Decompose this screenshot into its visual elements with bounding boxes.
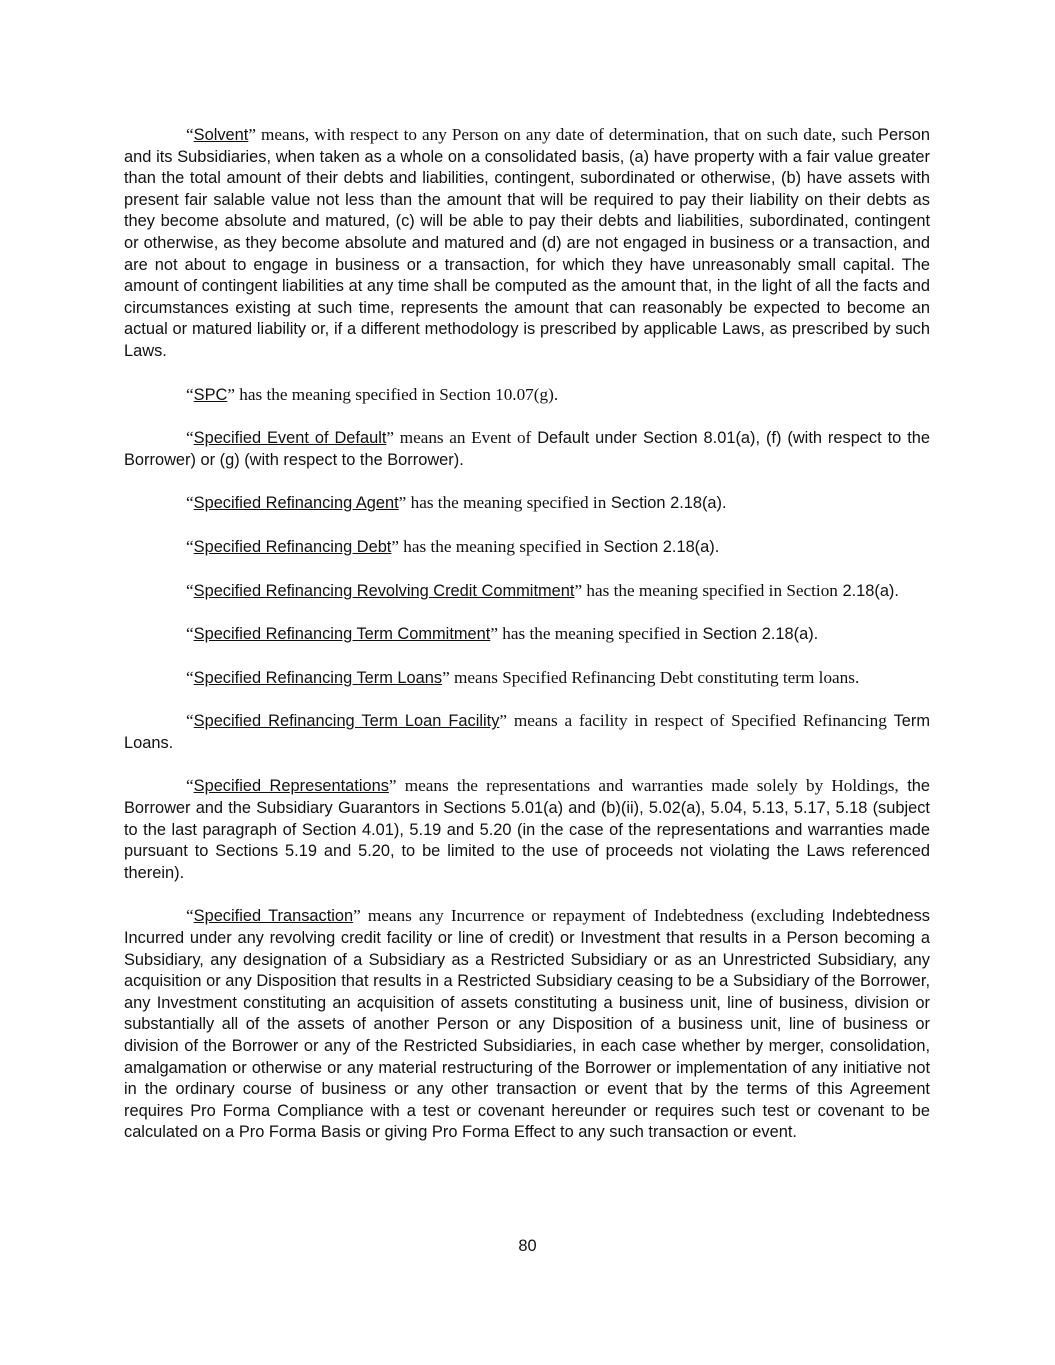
definition-lead: ” has the meaning specified in <box>490 624 698 644</box>
open-quote: “ <box>186 493 194 513</box>
definition-lead: ” means Specified Refinancing Debt constituting term loans. <box>442 667 860 687</box>
open-quote: “ <box>186 667 194 687</box>
open-quote: “ <box>186 580 194 600</box>
definition-text: Section 2.18(a). <box>697 625 819 644</box>
definition-text: Section 2.18(a). <box>606 494 727 513</box>
definition-specified-event-of-default <box>124 427 930 471</box>
definition-spc <box>124 384 930 407</box>
definition-specified-refinancing-term-commitment <box>124 623 930 646</box>
definition-specified-representations <box>124 775 930 884</box>
definition-specified-refinancing-term-loan-facility <box>124 710 930 754</box>
defined-term: Specified Transaction <box>193 907 354 926</box>
open-quote: “ <box>186 776 194 796</box>
defined-term: Specified Refinancing Term Commitment <box>193 625 491 644</box>
definition-text: the Borrower and the Subsidiary Guarantors in Sections 5.01(a) and (b)(ii), 5.02(a), 5.04, 5.13, 5.17, 5.18 (subject to the last paragraph of Section 4.01), 5.19 and 5.20 (in the case of the representations and warranties made pursuant to Sections 5.19 and 5.20, to be limited to the use of proceeds not violating the Laws referenced therein). <box>124 777 931 882</box>
document-page <box>124 124 930 1165</box>
open-quote: “ <box>186 428 194 448</box>
definition-specified-refinancing-debt <box>124 536 930 559</box>
definition-lead: ” has the meaning specified in Section <box>574 580 838 600</box>
open-quote: “ <box>186 125 194 144</box>
page-number: 80 <box>518 1237 537 1255</box>
definition-solvent <box>124 124 930 363</box>
definition-text: 2.18(a). <box>837 581 899 600</box>
definition-lead: ” means any Incurrence or repayment of Indebtedness (excluding <box>353 906 825 926</box>
defined-term: Specified Refinancing Term Loan Facility <box>193 712 500 731</box>
defined-term: Specified Refinancing Revolving Credit Commitment <box>193 581 575 600</box>
definition-specified-refinancing-term-loans <box>124 667 930 690</box>
defined-term: Specified Refinancing Term Loans <box>193 668 443 687</box>
definition-text: Indebtedness Incurred under any revolving credit facility or line of credit) or Investment that results in a Person becoming a Subsidiary, any designation of a Subsidiary as a Restricted Subsidiary or as an Unrestricted Subsidiary, any acquisition or any Disposition that results in a Restricted Subsidiary ceasing to be a Subsidiary of the Borrower, any Investment constituting an acquisition of assets constituting a business unit, line of business, division or substantially all of the assets of another Person or any Disposition of a business unit, line of business or division of the Borrower or any of the Restricted Subsidiaries, in each case whether by merger, consolidation, amalgamation or otherwise or any material restructuring of the Borrower or implementation of any initiative not in the ordinary course of business or any other transaction or event that by the terms of this Agreement requires Pro Forma Compliance with a test or covenant hereunder or requires such test or covenant to be calculated on a Pro Forma Basis or giving Pro Forma Effect to any such transaction or event. <box>124 907 930 1142</box>
definition-specified-refinancing-agent <box>124 492 930 515</box>
open-quote: “ <box>186 624 194 644</box>
definition-text: Section 2.18(a). <box>599 537 720 556</box>
defined-term: Specified Event of Default <box>193 429 387 448</box>
definition-text: Term Loans. <box>124 712 930 752</box>
definition-text: Default under Section 8.01(a), (f) (with respect to the Borrower) or (g) (with respect to the Borrower). <box>124 429 930 469</box>
definition-lead: ” has the meaning specified in <box>398 493 607 513</box>
defined-term: Specified Representations <box>193 777 389 796</box>
definition-lead: ” means an Event of <box>386 428 532 448</box>
defined-term: Solvent <box>193 126 249 144</box>
definition-lead: ” means a facility in respect of Specified Refinancing <box>499 711 887 731</box>
open-quote: “ <box>186 906 194 926</box>
definition-lead: ” means the representations and warranties made solely by Holdings, <box>388 776 899 796</box>
open-quote: “ <box>186 384 194 404</box>
defined-term: Specified Refinancing Debt <box>193 537 392 556</box>
definition-specified-refinancing-revolving-credit-commitment <box>124 580 930 603</box>
definition-specified-transaction <box>124 905 930 1144</box>
definition-text: Person and its Subsidiaries, when taken as a whole on a consolidated basis, (a) have property with a fair value greater than the total amount of their debts and liabilities, contingent, subordinated or otherwise, (b) have assets with present fair salable value not less than the amount that will be required to pay their liability on their debts as they become absolute and matured, (c) will be able to pay their debts and liabilities, subordinated, contingent or otherwise, as they become absolute and matured and (d) are not engaged in business or a transaction, and are not about to engage in business or a transaction, for which they have unreasonably small capital. The amount of contingent liabilities at any time shall be computed as the amount that, in the light of all the facts and circumstances existing at such time, represents the amount that can reasonably be expected to become an actual or matured liability or, if a different methodology is prescribed by applicable Laws, as prescribed by such Laws. <box>124 126 930 360</box>
definition-lead: ” has the meaning specified in <box>391 536 599 556</box>
open-quote: “ <box>186 711 194 731</box>
defined-term: SPC <box>193 385 228 404</box>
definition-lead: ” has the meaning specified in Section 10.07(g). <box>227 384 559 404</box>
definition-lead: ” means, with respect to any Person on any date of determination, that on such date, such <box>248 125 873 144</box>
open-quote: “ <box>186 536 194 556</box>
defined-term: Specified Refinancing Agent <box>193 494 399 513</box>
